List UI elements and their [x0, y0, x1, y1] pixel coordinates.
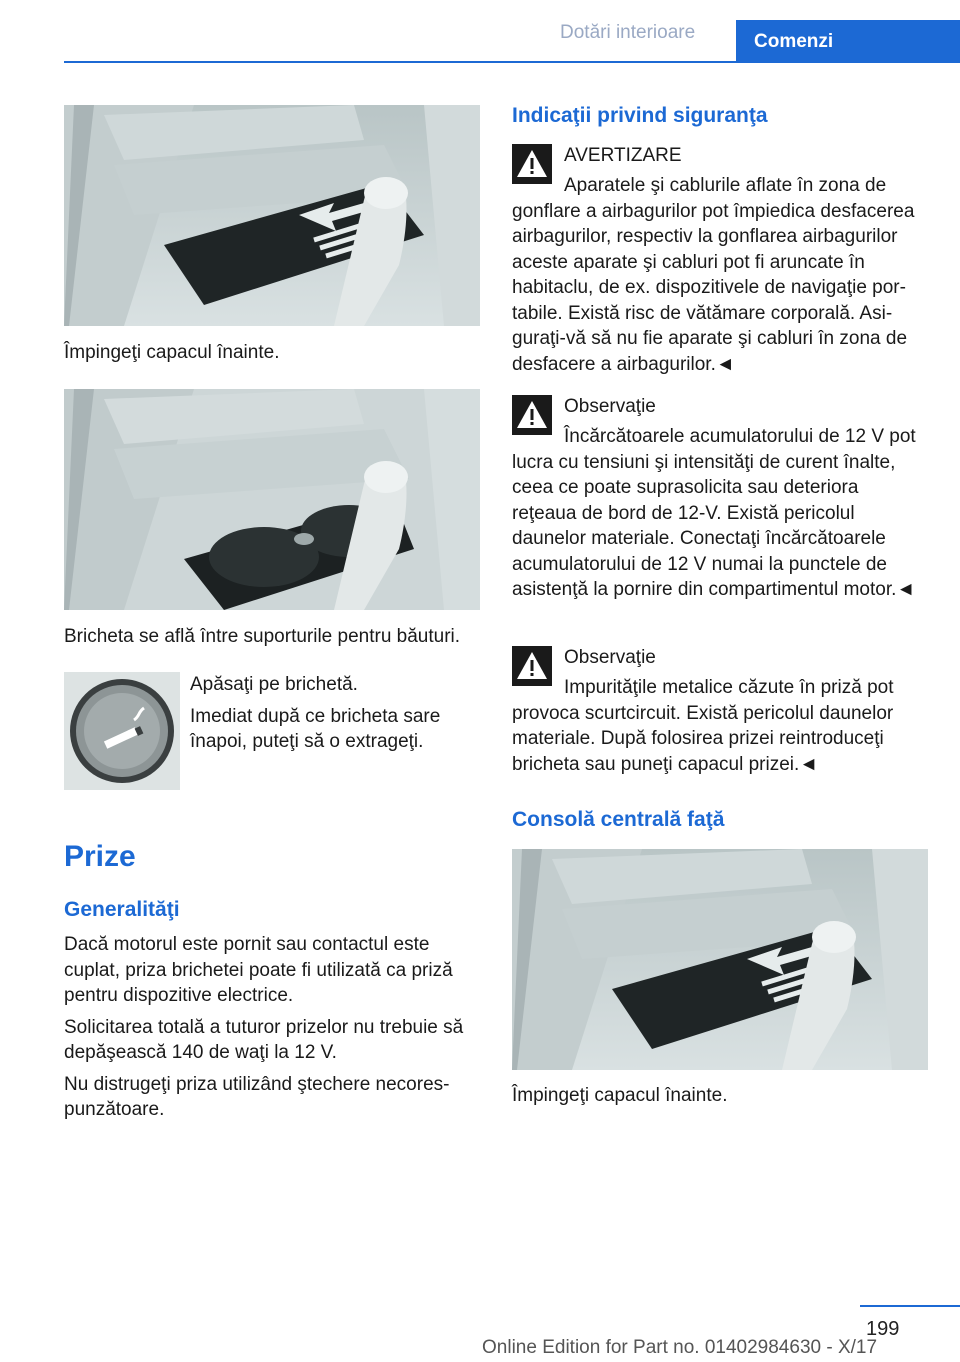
- cup-holders-photo: [64, 389, 480, 610]
- note-metal-text: Impurităţile metalice căzute în priză pot provoca scurtcircuit. Există pericolul daunelor materiale. După folosirea prizei reintroduceţi bricheta sau puneţi capacul prizei.◄: [512, 677, 894, 775]
- subsection-title-console: Consolă centrală faţă: [512, 808, 725, 831]
- header-section: Dotări interioare: [560, 22, 696, 43]
- lighter-press-text: Apăsaţi pe brichetă.: [190, 674, 358, 695]
- subsection-title-safety: Indicaţii privind siguranţa: [512, 104, 768, 127]
- paragraph-power-limit: Solicitarea totală a tuturor prizelor nu trebuie să depăşească 140 de waţi la 12 V.: [64, 1016, 464, 1063]
- caption-push-cover-front: Împingeţi capacul înainte.: [512, 1085, 728, 1106]
- lighter-extract-text: Imediat după ce bricheta sare înapoi, puteţi să o extrageţi.: [190, 705, 441, 752]
- paragraph-plug-warning: Nu distrugeţi priza utilizând ştechere necorespunzătoare.: [64, 1073, 450, 1120]
- caption-lighter-location: Bricheta se află între suporturile pentru băuturi.: [64, 626, 461, 647]
- cigarette-lighter-photo: [64, 672, 180, 790]
- page-header: [0, 0, 960, 62]
- note-title: Observaţie: [564, 647, 656, 668]
- subsection-title-general: Generalităţi: [64, 898, 180, 921]
- note-title: Observaţie: [564, 396, 656, 417]
- footer-rule: [860, 1305, 960, 1307]
- page-number: 199: [866, 1318, 900, 1340]
- header-chapter: Comenzi: [736, 20, 960, 62]
- warning-title: AVERTIZARE: [564, 145, 682, 166]
- header-rule: [64, 61, 960, 63]
- console-cover-photo: [64, 105, 480, 326]
- section-title-prize: Prize: [64, 840, 136, 873]
- edition-footer: Online Edition for Part no. 01402984630 - X/17: [482, 1337, 878, 1358]
- note-charger-text: Încărcătoarele acumulatorului de 12 V pot lucra cu tensiuni şi intensităţi de curent înalte, ceea ce poate suprasolicita sau deteriora reţeaua de bord de 12-V. Există pericolul daunelor materiale. Conectaţi încărcătoarele acumulatorului de 12 V numai la punctele de asistenţă la pornire din compartimentul motor.◄: [512, 426, 916, 600]
- warning-airbag-text: Aparatele şi cablurile aflate în zona de gonflare a airbagurilor pot împiedica desfacerea airbagurilor, respectiv la gonflarea airbagurilor aceste aparate şi cabluri pot fi aruncate în habitaclu, de ex. dispozitivele de navigaţie portabile. Există risc de vătămare corporală. Asiguraţi-vă să nu fie aparate şi cabluri în zona de desfacere a airbagurilor.◄: [512, 175, 915, 375]
- caption-push-cover: Împingeţi capacul înainte.: [64, 342, 280, 363]
- paragraph-socket-usage: Dacă motorul este pornit sau contactul este cuplat, priza brichetei poate fi utilizată ca priză pentru dispozitive electrice.: [64, 934, 453, 1006]
- front-console-photo: [512, 849, 928, 1070]
